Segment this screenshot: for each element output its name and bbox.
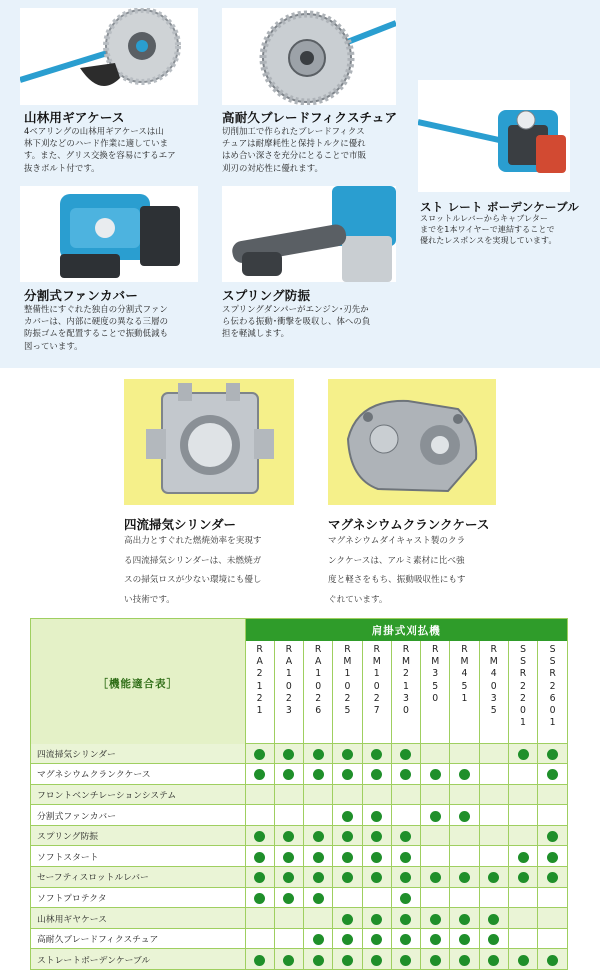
compat-cell bbox=[274, 805, 303, 826]
compat-cell bbox=[450, 887, 479, 908]
feature-label: ソフトスタート bbox=[31, 846, 245, 867]
table-row bbox=[31, 744, 567, 764]
compat-cell bbox=[421, 825, 450, 846]
compat-cell bbox=[421, 805, 450, 826]
compat-cell bbox=[450, 825, 479, 846]
compat-cell bbox=[421, 928, 450, 949]
compat-dot-icon bbox=[459, 955, 470, 966]
compat-dot-icon bbox=[342, 934, 353, 945]
compat-cell bbox=[508, 744, 537, 764]
compat-cell bbox=[508, 928, 537, 949]
compat-dot-icon bbox=[254, 852, 265, 863]
compat-dot-icon bbox=[547, 769, 558, 780]
compat-dot-icon bbox=[313, 934, 324, 945]
compat-dot-icon bbox=[430, 811, 441, 822]
model-header bbox=[450, 641, 479, 744]
compat-dot-icon bbox=[371, 852, 382, 863]
compat-dot-icon bbox=[547, 955, 558, 966]
blade-fixture-desc bbox=[222, 125, 400, 174]
compat-cell bbox=[304, 867, 333, 888]
compat-cell bbox=[391, 784, 420, 805]
model-header bbox=[362, 641, 391, 744]
compat-cell bbox=[304, 887, 333, 908]
model-name: RM4035 bbox=[489, 644, 498, 717]
compat-cell bbox=[245, 744, 274, 764]
compat-cell bbox=[508, 867, 537, 888]
compat-dot-icon bbox=[488, 934, 499, 945]
crankcase-desc-line: 度と軽さをもち、振動吸収性にもす bbox=[328, 575, 466, 585]
compat-cell bbox=[450, 805, 479, 826]
compat-cell bbox=[274, 928, 303, 949]
feature-label: ストレートボーデンケーブル bbox=[31, 949, 245, 969]
compat-dot-icon bbox=[371, 831, 382, 842]
compat-cell bbox=[304, 744, 333, 764]
compat-cell bbox=[304, 825, 333, 846]
compat-cell bbox=[333, 764, 362, 785]
compat-dot-icon bbox=[313, 749, 324, 760]
compat-dot-icon bbox=[459, 769, 470, 780]
compat-cell bbox=[479, 846, 508, 867]
compat-dot-icon bbox=[518, 872, 529, 883]
table-row bbox=[31, 846, 567, 867]
compat-dot-icon bbox=[400, 852, 411, 863]
compat-cell bbox=[508, 846, 537, 867]
blade-fixture-photo bbox=[222, 8, 396, 105]
compat-cell bbox=[391, 867, 420, 888]
compat-cell bbox=[245, 825, 274, 846]
compat-cell bbox=[362, 867, 391, 888]
compat-dot-icon bbox=[430, 955, 441, 966]
compat-cell bbox=[479, 928, 508, 949]
gearcase-title: 山林用ギアケース bbox=[24, 110, 125, 125]
compat-dot-icon bbox=[342, 852, 353, 863]
compat-cell bbox=[391, 764, 420, 785]
spring-desc-line: 担を軽減します。 bbox=[222, 328, 290, 339]
gearcase-photo bbox=[20, 8, 198, 105]
crankcase-desc bbox=[328, 532, 508, 610]
compat-dot-icon bbox=[400, 769, 411, 780]
fancover-desc-line: 防振ゴムを配置することで振動低減も bbox=[24, 328, 169, 339]
feature-label: ソフトプロテクタ bbox=[31, 887, 245, 908]
compat-dot-icon bbox=[459, 914, 470, 925]
table-row bbox=[31, 764, 567, 785]
gearcase-desc-line: 林下刈などのハード作業に適していま bbox=[24, 138, 169, 149]
compat-dot-icon bbox=[342, 831, 353, 842]
compat-cell bbox=[450, 784, 479, 805]
compat-cell bbox=[479, 867, 508, 888]
compat-dot-icon bbox=[371, 914, 382, 925]
compat-dot-icon bbox=[313, 893, 324, 904]
compat-cell bbox=[333, 928, 362, 949]
compat-cell bbox=[508, 949, 537, 969]
compat-dot-icon bbox=[313, 769, 324, 780]
compat-cell bbox=[274, 825, 303, 846]
model-header bbox=[538, 641, 567, 744]
table-group-header: 肩掛式刈払機 bbox=[245, 619, 567, 641]
compat-cell bbox=[421, 867, 450, 888]
compat-dot-icon bbox=[430, 769, 441, 780]
compat-dot-icon bbox=[459, 811, 470, 822]
compat-dot-icon bbox=[283, 831, 294, 842]
compat-cell bbox=[333, 867, 362, 888]
compat-dot-icon bbox=[283, 872, 294, 883]
compat-dot-icon bbox=[400, 831, 411, 842]
compat-cell bbox=[479, 805, 508, 826]
compat-cell bbox=[362, 784, 391, 805]
compat-dot-icon bbox=[283, 852, 294, 863]
bowden-cable-title: スト レート ボーデンケーブル bbox=[420, 200, 580, 214]
model-name: RM2130 bbox=[401, 644, 410, 717]
compat-cell bbox=[362, 908, 391, 929]
spring-desc-line: ら伝わる振動･衝撃を吸収し、体への負 bbox=[222, 316, 371, 327]
cylinder-desc-line: 高出力とすぐれた燃焼効率を実現す bbox=[124, 536, 262, 546]
compat-dot-icon bbox=[254, 872, 265, 883]
compat-cell bbox=[421, 744, 450, 764]
fancover-desc-line: 整備性にすぐれた独自の分割式ファン bbox=[24, 304, 168, 314]
model-header bbox=[508, 641, 537, 744]
compat-dot-icon bbox=[488, 955, 499, 966]
compat-cell bbox=[391, 846, 420, 867]
compat-dot-icon bbox=[313, 852, 324, 863]
compat-dot-icon bbox=[459, 934, 470, 945]
model-header bbox=[479, 641, 508, 744]
compat-cell bbox=[538, 744, 567, 764]
compat-cell bbox=[479, 949, 508, 969]
compat-dot-icon bbox=[342, 769, 353, 780]
compat-cell bbox=[479, 784, 508, 805]
compat-cell bbox=[304, 908, 333, 929]
compat-cell bbox=[245, 949, 274, 969]
compat-cell bbox=[450, 744, 479, 764]
compat-cell bbox=[538, 784, 567, 805]
compat-cell bbox=[450, 949, 479, 969]
compat-cell bbox=[362, 846, 391, 867]
compat-dot-icon bbox=[488, 872, 499, 883]
compat-cell bbox=[274, 908, 303, 929]
blade-desc-line: 切削加工で作られたブレードフィクス bbox=[222, 126, 365, 136]
feature-label: 高耐久ブレードフィクスチュア bbox=[31, 928, 245, 949]
compat-cell bbox=[538, 825, 567, 846]
compat-cell bbox=[479, 744, 508, 764]
compat-dot-icon bbox=[313, 831, 324, 842]
gearcase-desc-line: 4ベアリングの山林用ギアケースは山 bbox=[24, 126, 164, 136]
compat-dot-icon bbox=[254, 749, 265, 760]
compat-dot-icon bbox=[254, 769, 265, 780]
model-name: RM451 bbox=[460, 644, 469, 704]
cable-desc-line: までを1本ワイヤーで連結することで bbox=[420, 225, 555, 234]
model-header bbox=[245, 641, 274, 744]
compat-cell bbox=[304, 949, 333, 969]
compat-dot-icon bbox=[283, 955, 294, 966]
model-name: SSR2201 bbox=[519, 644, 527, 729]
table-row bbox=[31, 867, 567, 888]
table-row bbox=[31, 784, 567, 805]
compat-dot-icon bbox=[518, 852, 529, 863]
compat-cell bbox=[508, 908, 537, 929]
compat-cell bbox=[391, 744, 420, 764]
compat-cell bbox=[421, 846, 450, 867]
compat-cell bbox=[421, 949, 450, 969]
cylinder-photo bbox=[124, 379, 294, 505]
compat-cell bbox=[333, 825, 362, 846]
table-row bbox=[31, 949, 567, 969]
compat-cell bbox=[508, 764, 537, 785]
compat-cell bbox=[391, 887, 420, 908]
compat-dot-icon bbox=[371, 811, 382, 822]
compat-dot-icon bbox=[371, 872, 382, 883]
compat-dot-icon bbox=[547, 872, 558, 883]
compat-cell bbox=[538, 949, 567, 969]
compat-cell bbox=[333, 784, 362, 805]
model-header bbox=[421, 641, 450, 744]
compat-cell bbox=[333, 887, 362, 908]
compat-cell bbox=[421, 764, 450, 785]
compat-cell bbox=[304, 784, 333, 805]
compat-dot-icon bbox=[283, 893, 294, 904]
fancover-photo bbox=[20, 186, 198, 282]
compat-cell bbox=[362, 887, 391, 908]
compat-dot-icon bbox=[518, 955, 529, 966]
compat-cell bbox=[245, 908, 274, 929]
compat-cell bbox=[245, 784, 274, 805]
compat-cell bbox=[304, 928, 333, 949]
compat-cell bbox=[479, 825, 508, 846]
blade-desc-line: はめ合い深さを充分にとることで市販 bbox=[222, 150, 367, 161]
cable-desc-line: スロットルレバーからキャブレター bbox=[420, 214, 549, 223]
model-header bbox=[304, 641, 333, 744]
cylinder-desc-line: る四流掃気シリンダーは、未燃焼ガ bbox=[124, 555, 262, 566]
compat-cell bbox=[362, 825, 391, 846]
compat-dot-icon bbox=[371, 934, 382, 945]
cylinder-desc-line: い技術です。 bbox=[124, 594, 175, 605]
compat-cell bbox=[304, 846, 333, 867]
crankcase-desc-line: ぐれています。 bbox=[328, 594, 388, 605]
fancover-title: 分割式ファンカバー bbox=[24, 288, 139, 303]
cylinder-desc-line: スの掃気ロスが少ない環境にも優し bbox=[124, 575, 262, 585]
compat-cell bbox=[274, 846, 303, 867]
compat-cell bbox=[362, 764, 391, 785]
compat-cell bbox=[362, 805, 391, 826]
cable-desc-line: 優れたレスポンスを実現しています。 bbox=[420, 236, 557, 245]
bowden-cable-desc bbox=[420, 213, 595, 246]
blade-fixture-title: 高耐久ブレードフィクスチュア bbox=[222, 110, 398, 125]
compat-cell bbox=[538, 867, 567, 888]
compat-cell bbox=[538, 846, 567, 867]
compat-cell bbox=[450, 908, 479, 929]
feature-label: 山林用ギヤケース bbox=[31, 908, 245, 929]
compat-dot-icon bbox=[313, 872, 324, 883]
compat-cell bbox=[538, 887, 567, 908]
compatibility-table-grid bbox=[31, 619, 567, 969]
gearcase-desc-line: す。また、グリス交換を容易にするエア bbox=[24, 150, 176, 161]
compat-cell bbox=[538, 764, 567, 785]
compat-cell bbox=[538, 805, 567, 826]
compat-cell bbox=[421, 908, 450, 929]
fancover-desc-line: 図っています。 bbox=[24, 340, 83, 351]
compat-dot-icon bbox=[283, 749, 294, 760]
model-header bbox=[333, 641, 362, 744]
model-name: RA1026 bbox=[314, 644, 322, 717]
model-name: SSR2601 bbox=[549, 644, 556, 729]
compat-cell bbox=[274, 887, 303, 908]
model-name: RA1023 bbox=[285, 644, 293, 717]
compat-dot-icon bbox=[400, 914, 411, 925]
compat-dot-icon bbox=[254, 831, 265, 842]
fancover-desc bbox=[24, 303, 204, 352]
compat-dot-icon bbox=[342, 872, 353, 883]
model-name: RM350 bbox=[431, 644, 440, 704]
compat-dot-icon bbox=[400, 934, 411, 945]
crankcase-desc-line: ンクケースは、アルミ素材に比べ強 bbox=[328, 555, 465, 566]
compat-dot-icon bbox=[342, 749, 353, 760]
compat-dot-icon bbox=[547, 831, 558, 842]
feature-label: マグネシウムクランクケース bbox=[31, 764, 245, 785]
compat-cell bbox=[421, 784, 450, 805]
compat-cell bbox=[333, 908, 362, 929]
compat-dot-icon bbox=[254, 955, 265, 966]
model-name: RM1027 bbox=[372, 644, 381, 717]
bowden-cable-photo bbox=[418, 80, 570, 192]
fancover-desc-line: カバーは、内部に硬度の異なる三層の bbox=[24, 316, 169, 327]
compat-dot-icon bbox=[371, 955, 382, 966]
compat-cell bbox=[245, 846, 274, 867]
compat-dot-icon bbox=[342, 811, 353, 822]
spring-title: スプリング防振 bbox=[222, 288, 311, 303]
crankcase-photo bbox=[328, 379, 496, 505]
table-header-label: ［機能適合表］ bbox=[97, 677, 178, 690]
compat-dot-icon bbox=[518, 749, 529, 760]
compat-dot-icon bbox=[547, 852, 558, 863]
compat-cell bbox=[450, 764, 479, 785]
compat-cell bbox=[333, 744, 362, 764]
gearcase-desc bbox=[24, 125, 204, 174]
compat-cell bbox=[333, 949, 362, 969]
model-name: RA2121 bbox=[256, 644, 263, 717]
compat-cell bbox=[274, 784, 303, 805]
table-row bbox=[31, 825, 567, 846]
model-name: RM1025 bbox=[343, 644, 352, 717]
crankcase-desc-line: マグネシウムダイキャスト製のクラ bbox=[328, 536, 466, 546]
compat-cell bbox=[391, 908, 420, 929]
compat-cell bbox=[479, 887, 508, 908]
compat-cell bbox=[333, 846, 362, 867]
compat-cell bbox=[508, 805, 537, 826]
compat-dot-icon bbox=[313, 955, 324, 966]
compat-dot-icon bbox=[400, 893, 411, 904]
compat-cell bbox=[508, 784, 537, 805]
table-row bbox=[31, 887, 567, 908]
feature-label: スプリング防振 bbox=[31, 825, 245, 846]
compat-cell bbox=[450, 928, 479, 949]
compat-cell bbox=[508, 887, 537, 908]
compat-cell bbox=[245, 867, 274, 888]
compat-dot-icon bbox=[283, 769, 294, 780]
compat-cell bbox=[362, 928, 391, 949]
feature-label: セーフティスロットルレバー bbox=[31, 867, 245, 888]
compat-dot-icon bbox=[342, 955, 353, 966]
feature-label: フロントベンチレーションシステム bbox=[31, 784, 245, 805]
cylinder-desc bbox=[124, 532, 304, 610]
blade-desc-line: 刈刃の対応性に優れます。 bbox=[222, 162, 324, 173]
compat-dot-icon bbox=[371, 749, 382, 760]
spring-damper-photo bbox=[222, 186, 396, 282]
compat-cell bbox=[362, 949, 391, 969]
compat-cell bbox=[450, 867, 479, 888]
compat-dot-icon bbox=[488, 914, 499, 925]
compat-cell bbox=[538, 908, 567, 929]
compat-cell bbox=[274, 764, 303, 785]
compat-cell bbox=[304, 805, 333, 826]
table-row bbox=[31, 908, 567, 929]
compat-cell bbox=[362, 744, 391, 764]
compat-cell bbox=[274, 744, 303, 764]
gearcase-desc-line: 抜きボルト付です。 bbox=[24, 162, 100, 173]
cylinder-title: 四流掃気シリンダー bbox=[124, 517, 237, 532]
compat-cell bbox=[391, 949, 420, 969]
feature-label: 分割式ファンカバー bbox=[31, 805, 245, 826]
compat-cell bbox=[479, 908, 508, 929]
compat-dot-icon bbox=[400, 749, 411, 760]
compat-cell bbox=[391, 825, 420, 846]
compat-dot-icon bbox=[430, 914, 441, 925]
compat-cell bbox=[304, 764, 333, 785]
compat-dot-icon bbox=[430, 934, 441, 945]
compat-cell bbox=[391, 805, 420, 826]
spring-desc bbox=[222, 303, 400, 340]
compat-cell bbox=[245, 887, 274, 908]
compat-cell bbox=[421, 887, 450, 908]
compat-cell bbox=[245, 805, 274, 826]
compat-cell bbox=[274, 949, 303, 969]
compat-cell bbox=[479, 764, 508, 785]
compatibility-table bbox=[30, 618, 568, 970]
model-header bbox=[391, 641, 420, 744]
compat-dot-icon bbox=[547, 749, 558, 760]
compat-dot-icon bbox=[400, 955, 411, 966]
table-body bbox=[31, 744, 567, 970]
blade-desc-line: チュアは耐摩耗性と保持トルクに優れ bbox=[222, 138, 366, 149]
compat-cell bbox=[245, 928, 274, 949]
compat-cell bbox=[450, 846, 479, 867]
compat-cell bbox=[333, 805, 362, 826]
crankcase-title: マグネシウムクランクケース bbox=[328, 517, 490, 532]
compat-cell bbox=[538, 928, 567, 949]
table-row bbox=[31, 928, 567, 949]
spring-desc-line: スプリングダンパーがエンジン･刃先か bbox=[222, 304, 369, 314]
table-header-label-cell bbox=[31, 619, 245, 744]
table-row bbox=[31, 805, 567, 826]
compat-dot-icon bbox=[459, 872, 470, 883]
compat-dot-icon bbox=[254, 893, 265, 904]
compat-dot-icon bbox=[342, 914, 353, 925]
compat-dot-icon bbox=[371, 769, 382, 780]
compat-dot-icon bbox=[400, 872, 411, 883]
compat-cell bbox=[274, 867, 303, 888]
feature-label: 四流掃気シリンダー bbox=[31, 744, 245, 764]
compat-dot-icon bbox=[430, 872, 441, 883]
model-header bbox=[274, 641, 303, 744]
compat-cell bbox=[508, 825, 537, 846]
compat-cell bbox=[245, 764, 274, 785]
compat-cell bbox=[391, 928, 420, 949]
